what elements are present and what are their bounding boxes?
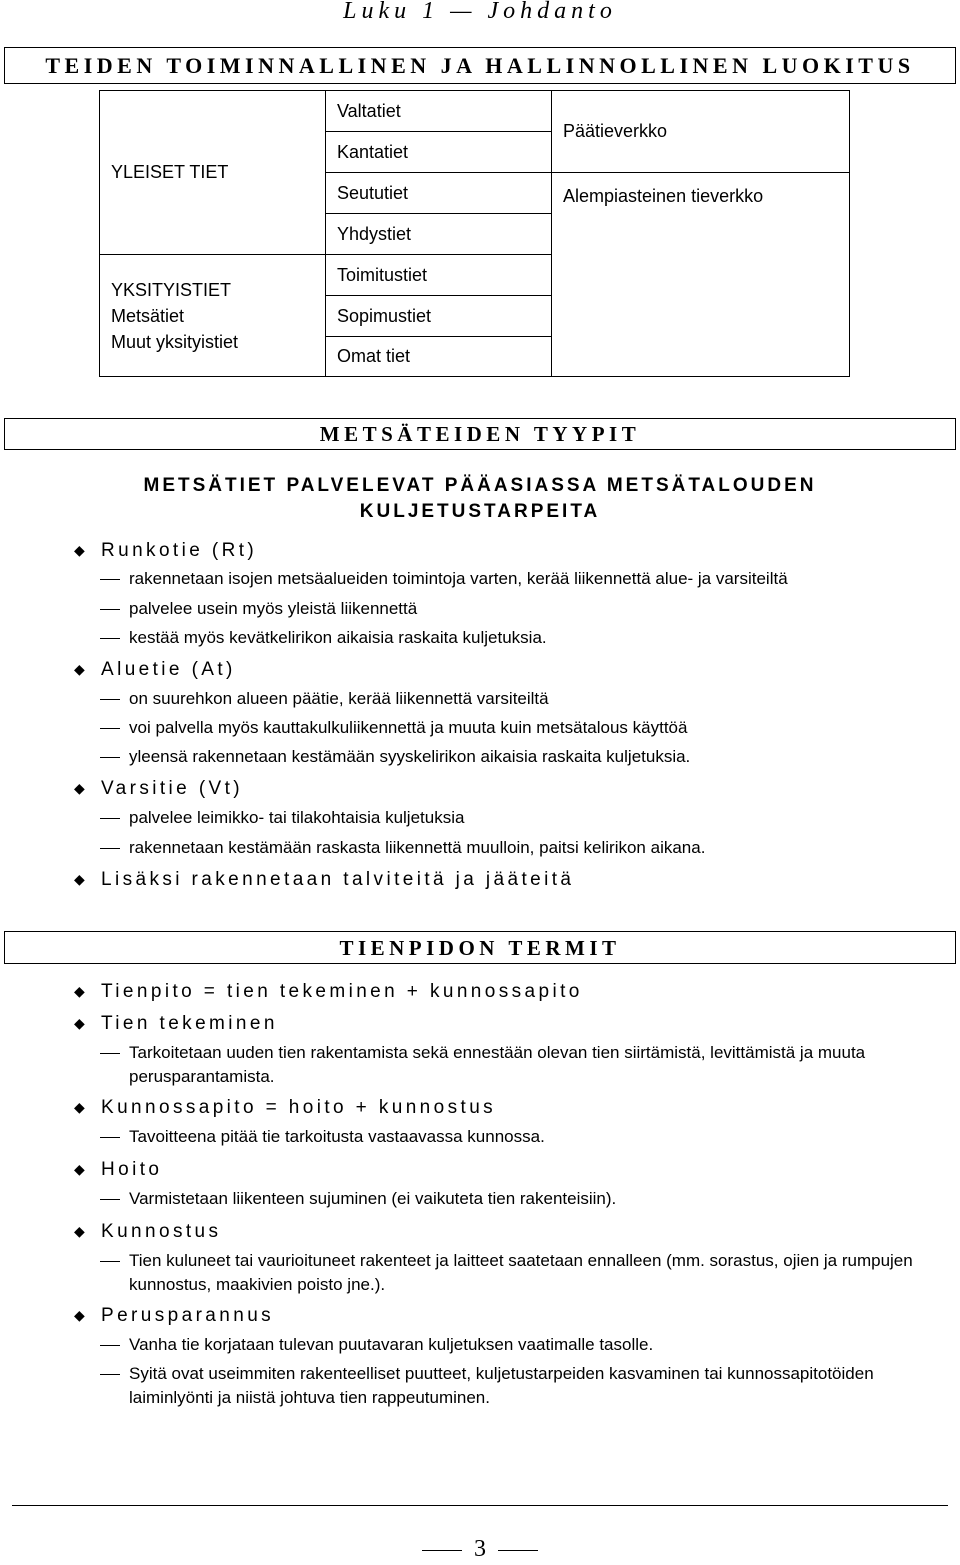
- detail-text: Syitä ovat useimmiten rakenteelliset puutteet, kuljetustarpeiden kasvaminen tai kunnossapitotöiden laiminlyönti ja niistä johtuva tien rappeutuminen.: [129, 1364, 874, 1407]
- diamond-bullet-icon: ◆: [74, 1015, 85, 1031]
- detail-text: rakennetaan kestämään raskasta liikennettä muulloin, paitsi kelirikon aikana.: [129, 838, 706, 857]
- dash-icon: [100, 1199, 120, 1200]
- metsatiet-line: Metsätiet: [111, 305, 185, 326]
- bullet-title: Aluetie (At): [101, 659, 236, 680]
- dash-icon: [100, 1137, 120, 1138]
- bullet-item: [74, 1157, 162, 1182]
- chapter-header: Luku 1 — Johdanto: [343, 0, 617, 24]
- cell-yhdystiet: Yhdystiet: [326, 214, 552, 255]
- diamond-bullet-icon: ◆: [74, 780, 85, 796]
- bullet-item: [74, 1219, 221, 1244]
- bullet-item: [74, 1011, 278, 1036]
- detail-text: voi palvella myös kauttakulkuliikennettä ja muuta kuin metsätalous käyttöä: [129, 718, 688, 737]
- cell-yleiset-tiet: YLEISET TIET: [100, 91, 326, 255]
- cell-yksityistiet: [100, 255, 326, 377]
- dash-icon: [100, 728, 120, 729]
- cell-alempiasteinen: Alempiasteinen tieverkko: [552, 173, 850, 377]
- diamond-bullet-icon: ◆: [74, 661, 85, 677]
- footer-divider: [12, 1505, 948, 1506]
- dash-icon: [100, 818, 120, 819]
- section-title-box: [4, 47, 956, 84]
- detail-text: Tarkoitetaan uuden tien rakentamista sekä ennestään olevan tien siirtämistä, levittämistä ja muuta perusparantamista.: [129, 1043, 866, 1086]
- section-title: METSÄTEIDEN TYYPIT: [319, 422, 641, 446]
- bullet-title: Varsitie (Vt): [101, 778, 244, 799]
- section-title-box: [4, 418, 956, 450]
- bullet-title: Hoito: [101, 1159, 163, 1180]
- cell-omat-tiet: Omat tiet: [326, 337, 552, 377]
- bullet-item: [74, 1303, 274, 1328]
- subtitle-line: KULJETUSTARPEITA: [359, 501, 601, 522]
- diamond-bullet-icon: ◆: [74, 871, 85, 887]
- bullet-item: [74, 776, 243, 801]
- diamond-bullet-icon: ◆: [74, 542, 85, 558]
- dash-icon: [100, 609, 120, 610]
- page-number-right-line: [498, 1550, 538, 1551]
- subtitle-line: METSÄTIET PALVELEVAT PÄÄASIASSA METSÄTALOUDEN: [143, 475, 817, 496]
- detail-text: Vanha tie korjataan tulevan puutavaran kuljetuksen vaatimalle tasolle.: [129, 1335, 654, 1354]
- bullet-title: Tien tekeminen: [101, 1013, 278, 1034]
- bullet-item: [74, 538, 257, 563]
- diamond-bullet-icon: ◆: [74, 1099, 85, 1115]
- detail-text: Tien kuluneet tai vaurioituneet rakenteet ja laitteet saatetaan ennalleen (mm. sorastus, ojien ja rumpujen kunnostus, maakivien poisto jne.).: [129, 1251, 913, 1294]
- cell-sopimustiet: Sopimustiet: [326, 296, 552, 337]
- page-number-text: 3: [474, 1536, 486, 1562]
- dash-icon: [100, 579, 120, 580]
- bullet-item: [74, 657, 236, 682]
- diamond-bullet-icon: ◆: [74, 983, 85, 999]
- bullet-title: Kunnostus: [101, 1221, 222, 1242]
- bullet-title: Lisäksi rakennetaan talviteitä ja jääteitä: [101, 869, 575, 890]
- bullet-item: [74, 867, 574, 892]
- dash-icon: [100, 1345, 120, 1346]
- detail-text: kestää myös kevätkelirikon aikaisia raskaita kuljetuksia.: [129, 628, 547, 647]
- bullet-title: Perusparannus: [101, 1305, 275, 1326]
- detail-text: on suurehkon alueen päätie, kerää liikennettä varsiteiltä: [129, 689, 549, 708]
- dash-icon: [100, 699, 120, 700]
- page-number: [0, 1533, 960, 1565]
- dash-icon: [100, 848, 120, 849]
- bullet-title: Runkotie (Rt): [101, 540, 258, 561]
- detail-text: rakennetaan isojen metsäalueiden toimintoja varten, kerää liikennettä alue- ja varsiteiltä: [129, 569, 788, 588]
- bullet-title: Kunnossapito = hoito + kunnostus: [101, 1097, 497, 1118]
- section-title: TEIDEN TOIMINNALLINEN JA HALLINNOLLINEN LUOKITUS: [45, 53, 915, 78]
- cell-paatieverkko: Päätieverkko: [552, 91, 850, 173]
- detail-text: yleensä rakennetaan kestämään syyskelirikon aikaisia raskaita kuljetuksia.: [129, 747, 691, 766]
- cell-valtatiet: Valtatiet: [326, 91, 552, 132]
- cell-toimitustiet: Toimitustiet: [326, 255, 552, 296]
- bullet-title: Tienpito = tien tekeminen + kunnossapito: [101, 981, 583, 1002]
- dash-icon: [100, 638, 120, 639]
- detail-text: Varmistetaan liikenteen sujuminen (ei vaikuteta tien rakenteisiin).: [129, 1189, 617, 1208]
- dash-icon: [100, 757, 120, 758]
- detail-text: palvelee usein myös yleistä liikennettä: [129, 599, 418, 618]
- diamond-bullet-icon: ◆: [74, 1307, 85, 1323]
- dash-icon: [100, 1374, 120, 1375]
- cell-seututiet: Seututiet: [326, 173, 552, 214]
- yksityistiet-line: YKSITYISTIET: [111, 279, 232, 300]
- section-title-box: [4, 931, 956, 964]
- dash-icon: [100, 1053, 120, 1054]
- cell-kantatiet: Kantatiet: [326, 132, 552, 173]
- diamond-bullet-icon: ◆: [74, 1223, 85, 1239]
- detail-text: Tavoitteena pitää tie tarkoitusta vastaavassa kunnossa.: [129, 1127, 545, 1146]
- bullet-item: [74, 979, 583, 1004]
- section-title: TIENPIDON TERMIT: [339, 936, 621, 960]
- detail-text: palvelee leimikko- tai tilakohtaisia kuljetuksia: [129, 808, 465, 827]
- road-classification-table: [99, 90, 850, 377]
- bullet-item: [74, 1095, 496, 1120]
- diamond-bullet-icon: ◆: [74, 1161, 85, 1177]
- muut-yksityistiet-line: Muut yksityistiet: [111, 331, 239, 352]
- page-number-left-line: [422, 1550, 462, 1551]
- dash-icon: [100, 1261, 120, 1262]
